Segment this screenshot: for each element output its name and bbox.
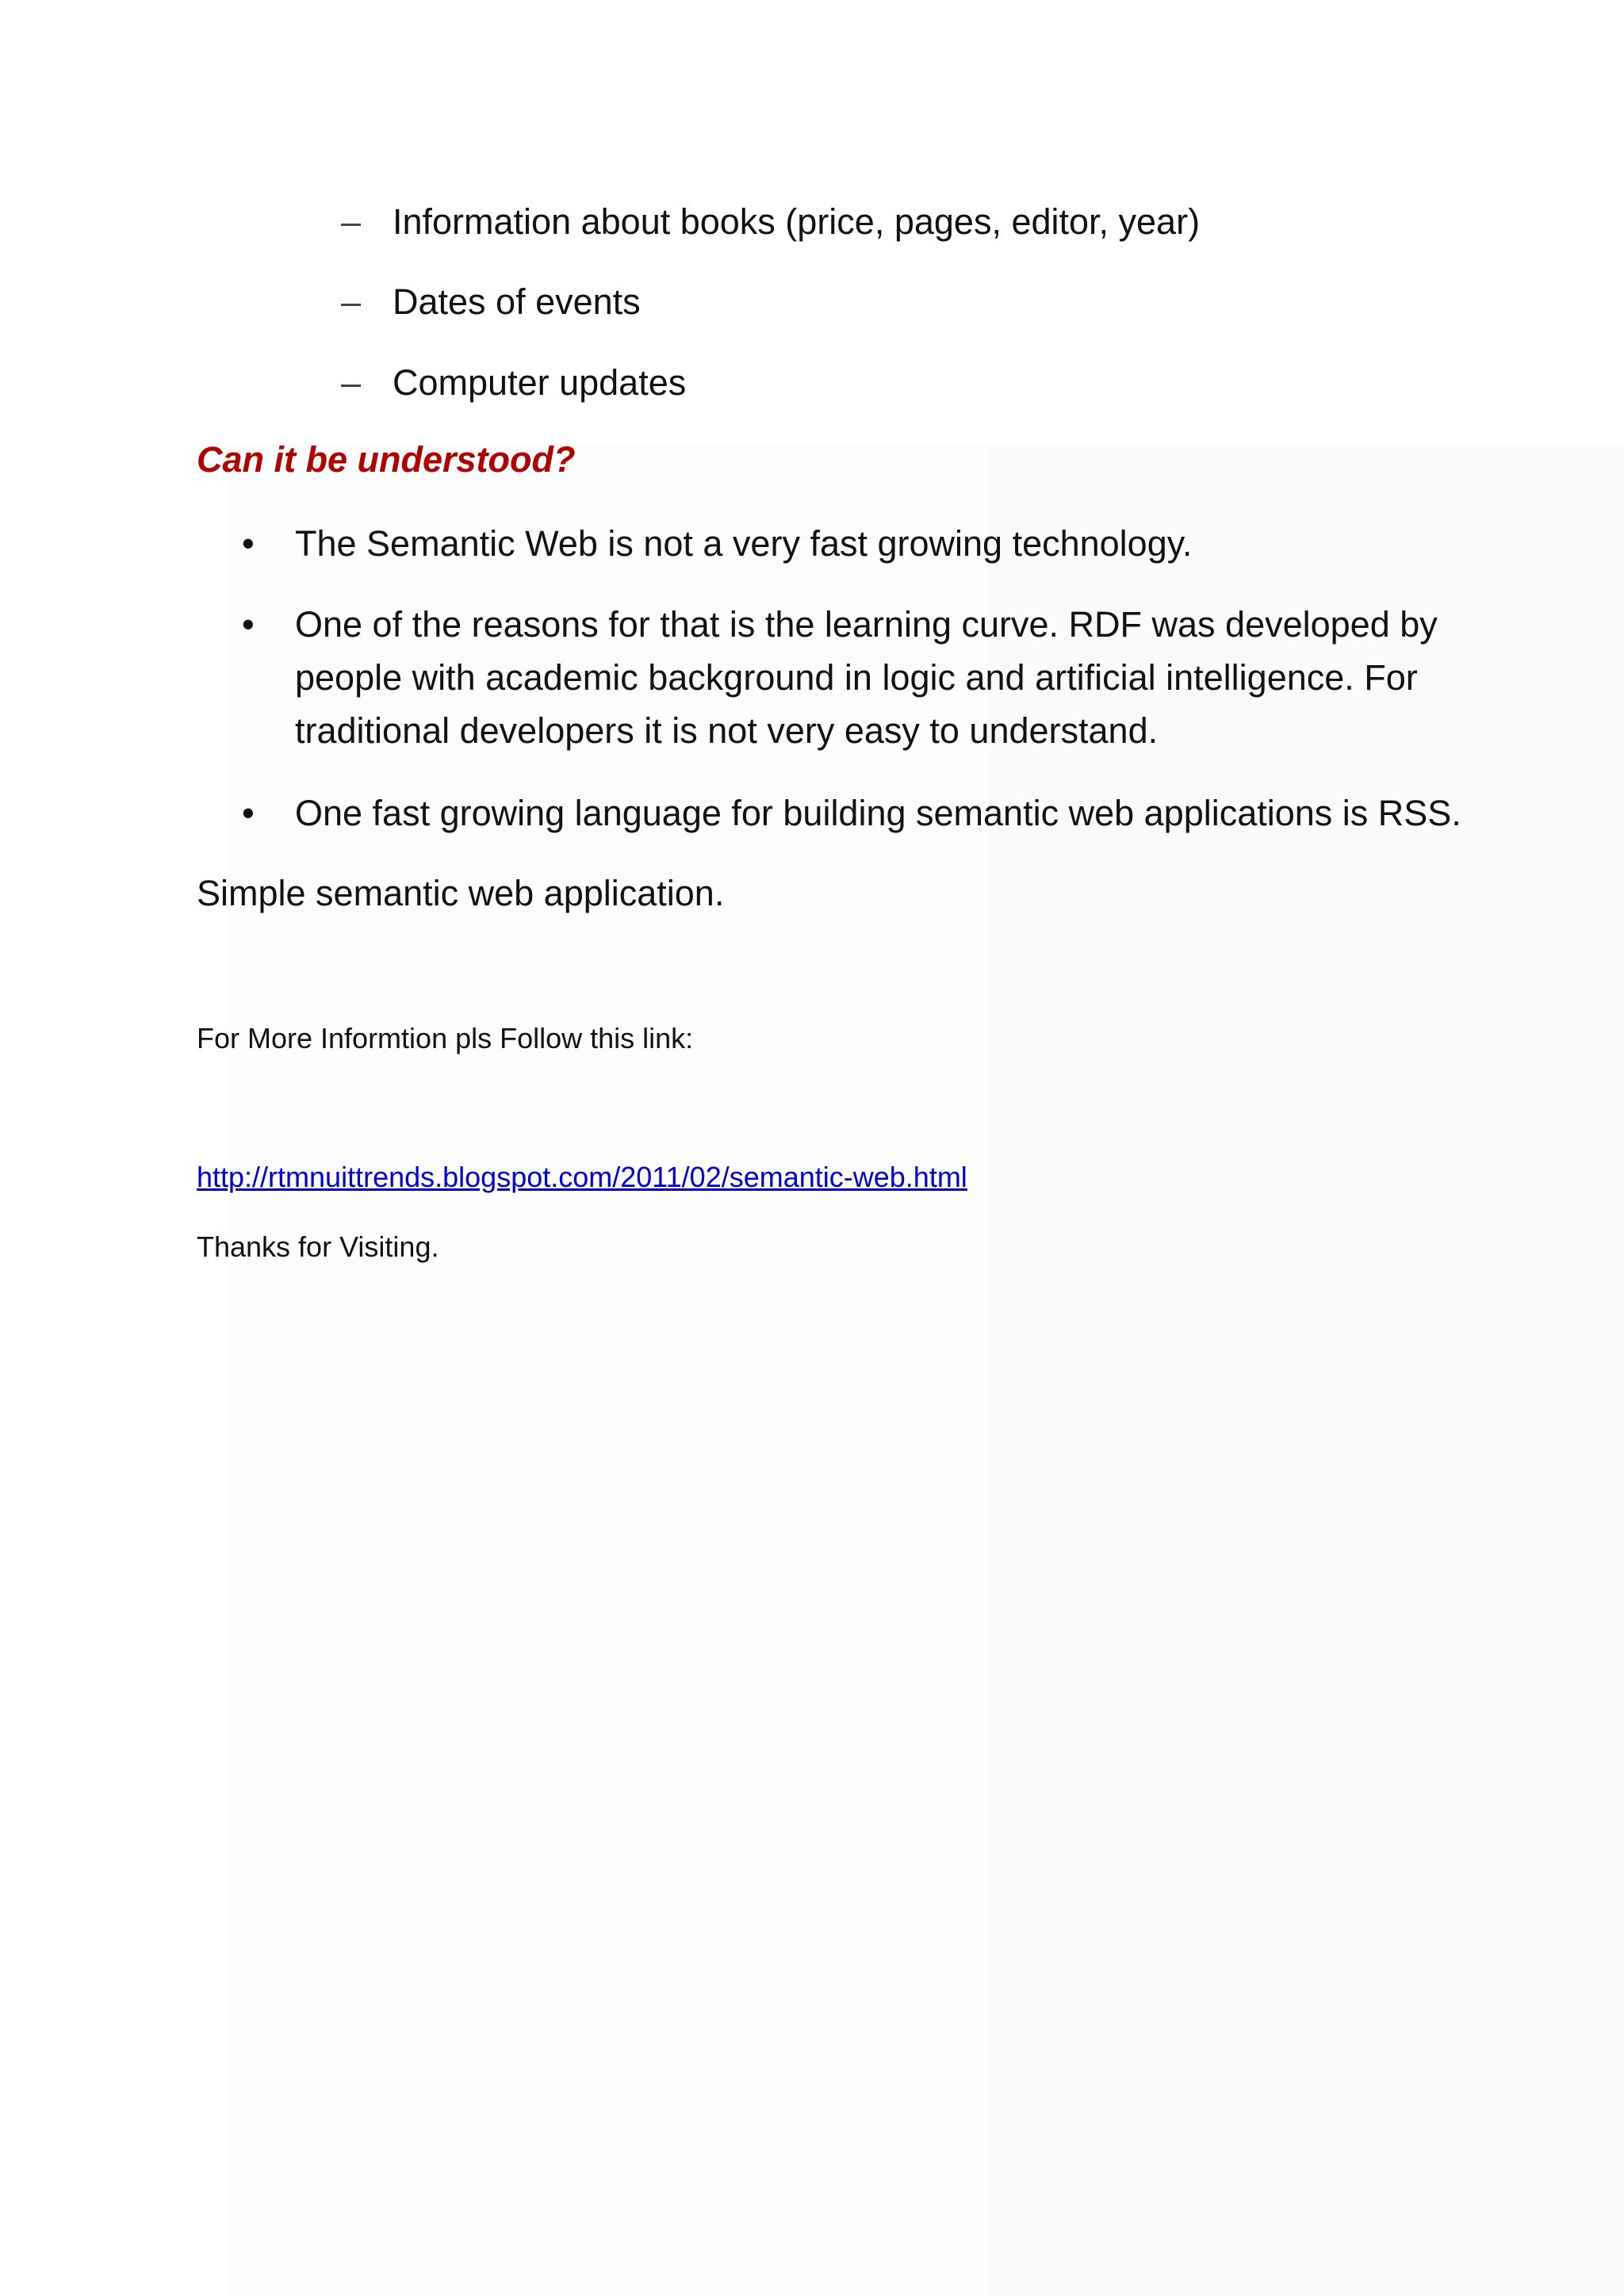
dash-item-text: Computer updates xyxy=(393,362,687,403)
dash-item-text: Information about books (price, pages, editor, year) xyxy=(393,201,1201,242)
bullet-item-text: The Semantic Web is not a very fast growing technology. xyxy=(295,523,1193,564)
more-info-text: For More Informtion pls Follow this link: xyxy=(197,1022,694,1054)
bullet-marker: • xyxy=(242,523,255,564)
dash-marker: – xyxy=(341,281,362,322)
dash-marker: – xyxy=(341,362,362,403)
paragraph-simple-app: Simple semantic web application. xyxy=(197,873,725,913)
bullet-marker: • xyxy=(242,793,255,833)
dash-marker: – xyxy=(341,201,362,242)
blog-link[interactable]: http://rtmnuittrends.blogspot.com/2011/02/semantic-web.html xyxy=(197,1161,967,1193)
bullet-item-text: One of the reasons for that is the learning curve. RDF was developed by people with academic background in logic and artificial intelligence. For traditional developers it is not very easy to understand. xyxy=(295,604,1438,751)
dash-item-text: Dates of events xyxy=(393,281,641,322)
section-heading: Can it be understood? xyxy=(197,439,576,480)
thanks-text: Thanks for Visiting. xyxy=(197,1230,439,1263)
bullet-item-text: One fast growing language for building semantic web applications is RSS. xyxy=(295,793,1461,833)
bullet-marker: • xyxy=(242,604,255,645)
